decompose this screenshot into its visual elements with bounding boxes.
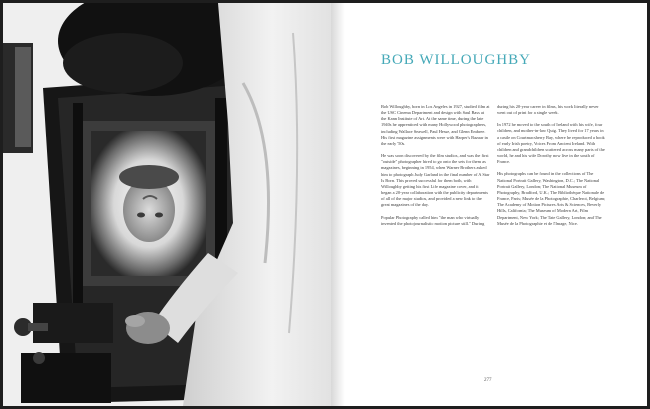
paragraph: He was soon discovered by the film studios, and was the first "outside" photographer hired to go onto the sets for them as magazines, beginning in 1954, when Warner Brothers asked him to photograph Judy Garland in the final number of A Star Is Born. This proved successful for them both, with Willoughby getting his first Life magazine cover, and it began a 20-year collaboration with the publicity departments of all of the major studios, and provided a new link to the great magazines of the day.: [381, 153, 490, 208]
paragraph: His photographs can be found in the collections of The National Portrait Gallery, Washington, D.C.; The National Portrait Gallery, London; The National Museum of Photography, Bradford, U.K.; The Bibliothèque Nationale de France, Paris; Musée de la Photographie, Charleroi, Belgium; The Academy of Motion Pictures Arts & Sciences, Beverly Hills, California; The Museum of Modern Art, Film Department, New York; The Tate Gallery, London; and The Musée de la Photographie et de l'Image, Nice.: [497, 171, 606, 226]
paragraph: In 1972 he moved to the south of Ireland with his wife, four children, and mother-in-law Quig. They lived for 17 years in a castle on Courtmacsherry Bay, where he reproduced a book of early Irish poetry, Voices From Ancient Ireland. With children and grandchildren scattered across many parts of the world, he and his wife Dorothy now live in the south of France.: [497, 122, 605, 165]
page-gutter: [331, 3, 345, 406]
page-number: 277: [484, 378, 492, 383]
photographer-photo: [3, 3, 331, 406]
paragraph: during his 20-year career in films, his work literally never went out of print for a single week.: [497, 104, 599, 116]
page-title: BOB WILLOUGHBY: [381, 52, 531, 68]
photographer-at-view-camera-image: [3, 3, 331, 406]
text-page: [345, 3, 647, 406]
book-spread: [3, 3, 647, 406]
paragraph: Bob Willoughby, born in Los Angeles in 1927, studied film at the USC Cinema Department and design with Saul Bass at the Kann Institute of Art. At the same time, during the late 1940s he apprenticed with many Hollywood photographers, including Wallace Seawell, Paul Hesse, and Glenn Embree. His first magazine assignments were with Harper's Bazaar in the early '50s.: [381, 104, 490, 146]
right-text-column: [497, 104, 606, 233]
paragraph: Popular Photography called him "the man who virtually invented the photojournalistic motion picture still." During: [381, 214, 485, 226]
left-text-column: [381, 104, 490, 233]
